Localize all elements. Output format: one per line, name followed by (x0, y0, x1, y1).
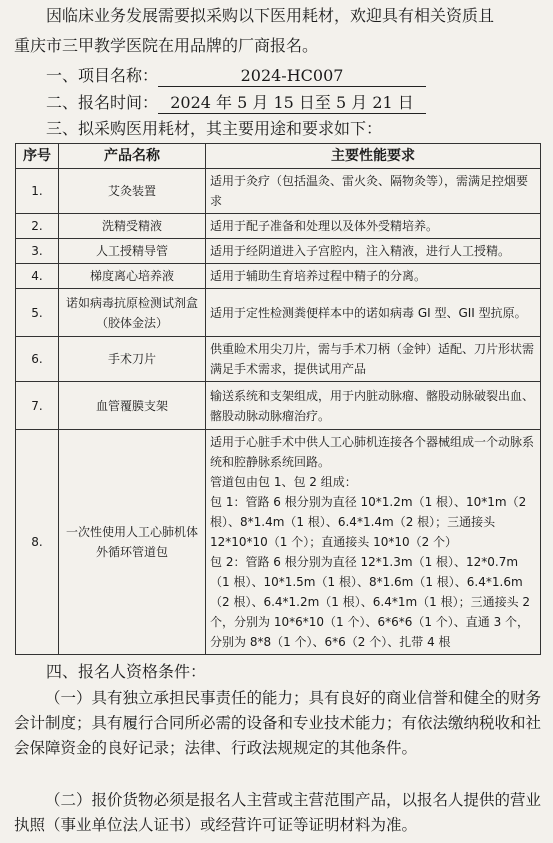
row-product-name: 艾灸装置 (59, 169, 206, 214)
row-product-name: 洗精受精液 (59, 214, 206, 239)
qualification-condition-1: （一）具有独立承担民事责任的能力；具有良好的商业信誉和健全的财务会计制度；具有履行合同所必需的设备和专业技术能力；有依法缴纳税收和社会保障资金的良好记录；法律、行政法规规定的其他条件。 (14, 689, 542, 757)
table-row (16, 382, 541, 430)
row-no: 4. (16, 264, 59, 289)
table-header-row (16, 144, 541, 169)
row-requirements (206, 430, 541, 655)
intro-line-1: 因临床业务发展需要拟采购以下医用耗材，欢迎具有相关资质且 (46, 6, 495, 25)
requirement-line: 包 2：管路 6 根分别为直径 12*1.3m（1 根）、12*0.7m（1 根）、10*1.5m（1 根）、8*1.6m（1 根）、6.4*1.6m（2 根）、6.4*1.2m（1 根）、6.4*1m（1 根）；三通接头 2 个，分别为 10*6*10（1 个）、6*6*6（1 个）、直通 3 个，分别为 8*8（1 个）、6*6（2 个）、扎带 4 根 (210, 555, 531, 649)
section-4-heading: 四、报名人资格条件： (46, 662, 207, 681)
row-product-name: 手术刀片 (59, 337, 206, 382)
row-requirements: 适用于经阴道进入子宫腔内，注入精液，进行人工授精。 (206, 239, 541, 264)
table-row (16, 264, 541, 289)
table-row (16, 214, 541, 239)
registration-time-label: 二、报名时间： (46, 93, 159, 112)
header-no: 序号 (16, 144, 59, 169)
row-requirements: 适用于配子准备和处理以及体外受精培养。 (206, 214, 541, 239)
table-row (16, 337, 541, 382)
project-name-row (46, 66, 426, 87)
requirement-line: 包 1：管路 6 根分别为直径 10*1.2m（1 根）、10*1m（2 根）、8*1.4m（1 根）、6.4*1.4m（2 根）；三通接头 12*10*10（1 个）；直通接头 10*10（2 个） (210, 495, 527, 549)
row-no: 2. (16, 214, 59, 239)
intro-line-2: 重庆市三甲教学医院在用品牌的厂商报名。 (14, 36, 319, 55)
row-requirements: 适用于辅助生育培养过程中精子的分离。 (206, 264, 541, 289)
row-no: 7. (16, 382, 59, 430)
row-no: 3. (16, 239, 59, 264)
row-product-name: 梯度离心培养液 (59, 264, 206, 289)
row-no: 5. (16, 289, 59, 337)
table-row (16, 289, 541, 337)
row-no: 8. (16, 430, 59, 655)
table-row (16, 430, 541, 655)
row-requirements: 输送系统和支架组成，用于内脏动脉瘤、髂股动脉破裂出血、髂股动脉动脉瘤治疗。 (206, 382, 541, 430)
project-name-value: 2024-HC007 (158, 66, 426, 87)
row-requirements: 供重睑术用尖刀片，需与手术刀柄（金钟）适配、刀片形状需满足手术需求，提供试用产品 (206, 337, 541, 382)
requirement-line: 适用于心脏手术中供人工心肺机连接各个器械组成一个动脉系统和腔静脉系统回路。 (210, 435, 535, 469)
project-name-label: 一、项目名称： (46, 66, 159, 85)
row-no: 1. (16, 169, 59, 214)
registration-time-value: 2024 年 5 月 15 日至 5 月 21 日 (158, 93, 426, 114)
registration-time-row (46, 93, 426, 114)
table-row (16, 169, 541, 214)
row-requirements: 适用于定性检测粪便样本中的诺如病毒 GI 型、GII 型抗原。 (206, 289, 541, 337)
row-product-name: 诺如病毒抗原检测试剂盒（胶体金法） (59, 289, 206, 337)
requirement-line: 管道包由包 1、包 2 组成： (210, 475, 357, 489)
row-product-name: 人工授精导管 (59, 239, 206, 264)
procurement-table (15, 143, 541, 655)
row-product-name: 血管覆膜支架 (59, 382, 206, 430)
table-row (16, 239, 541, 264)
section-3-heading: 三、拟采购医用耗材，其主要用途和要求如下： (46, 119, 383, 138)
row-product-name: 一次性使用人工心肺机体外循环管道包 (59, 430, 206, 655)
header-product-name: 产品名称 (59, 144, 206, 169)
row-requirements: 适用于灸疗（包括温灸、雷火灸、隔物灸等），需满足控烟要求 (206, 169, 541, 214)
qualification-condition-2: （二）报价货物必须是报名人主营或主营范围产品，以报名人提供的营业执照（事业单位法人证书）或经营许可证等证明材料为准。 (14, 791, 542, 834)
row-no: 6. (16, 337, 59, 382)
header-requirements: 主要性能要求 (206, 144, 541, 169)
